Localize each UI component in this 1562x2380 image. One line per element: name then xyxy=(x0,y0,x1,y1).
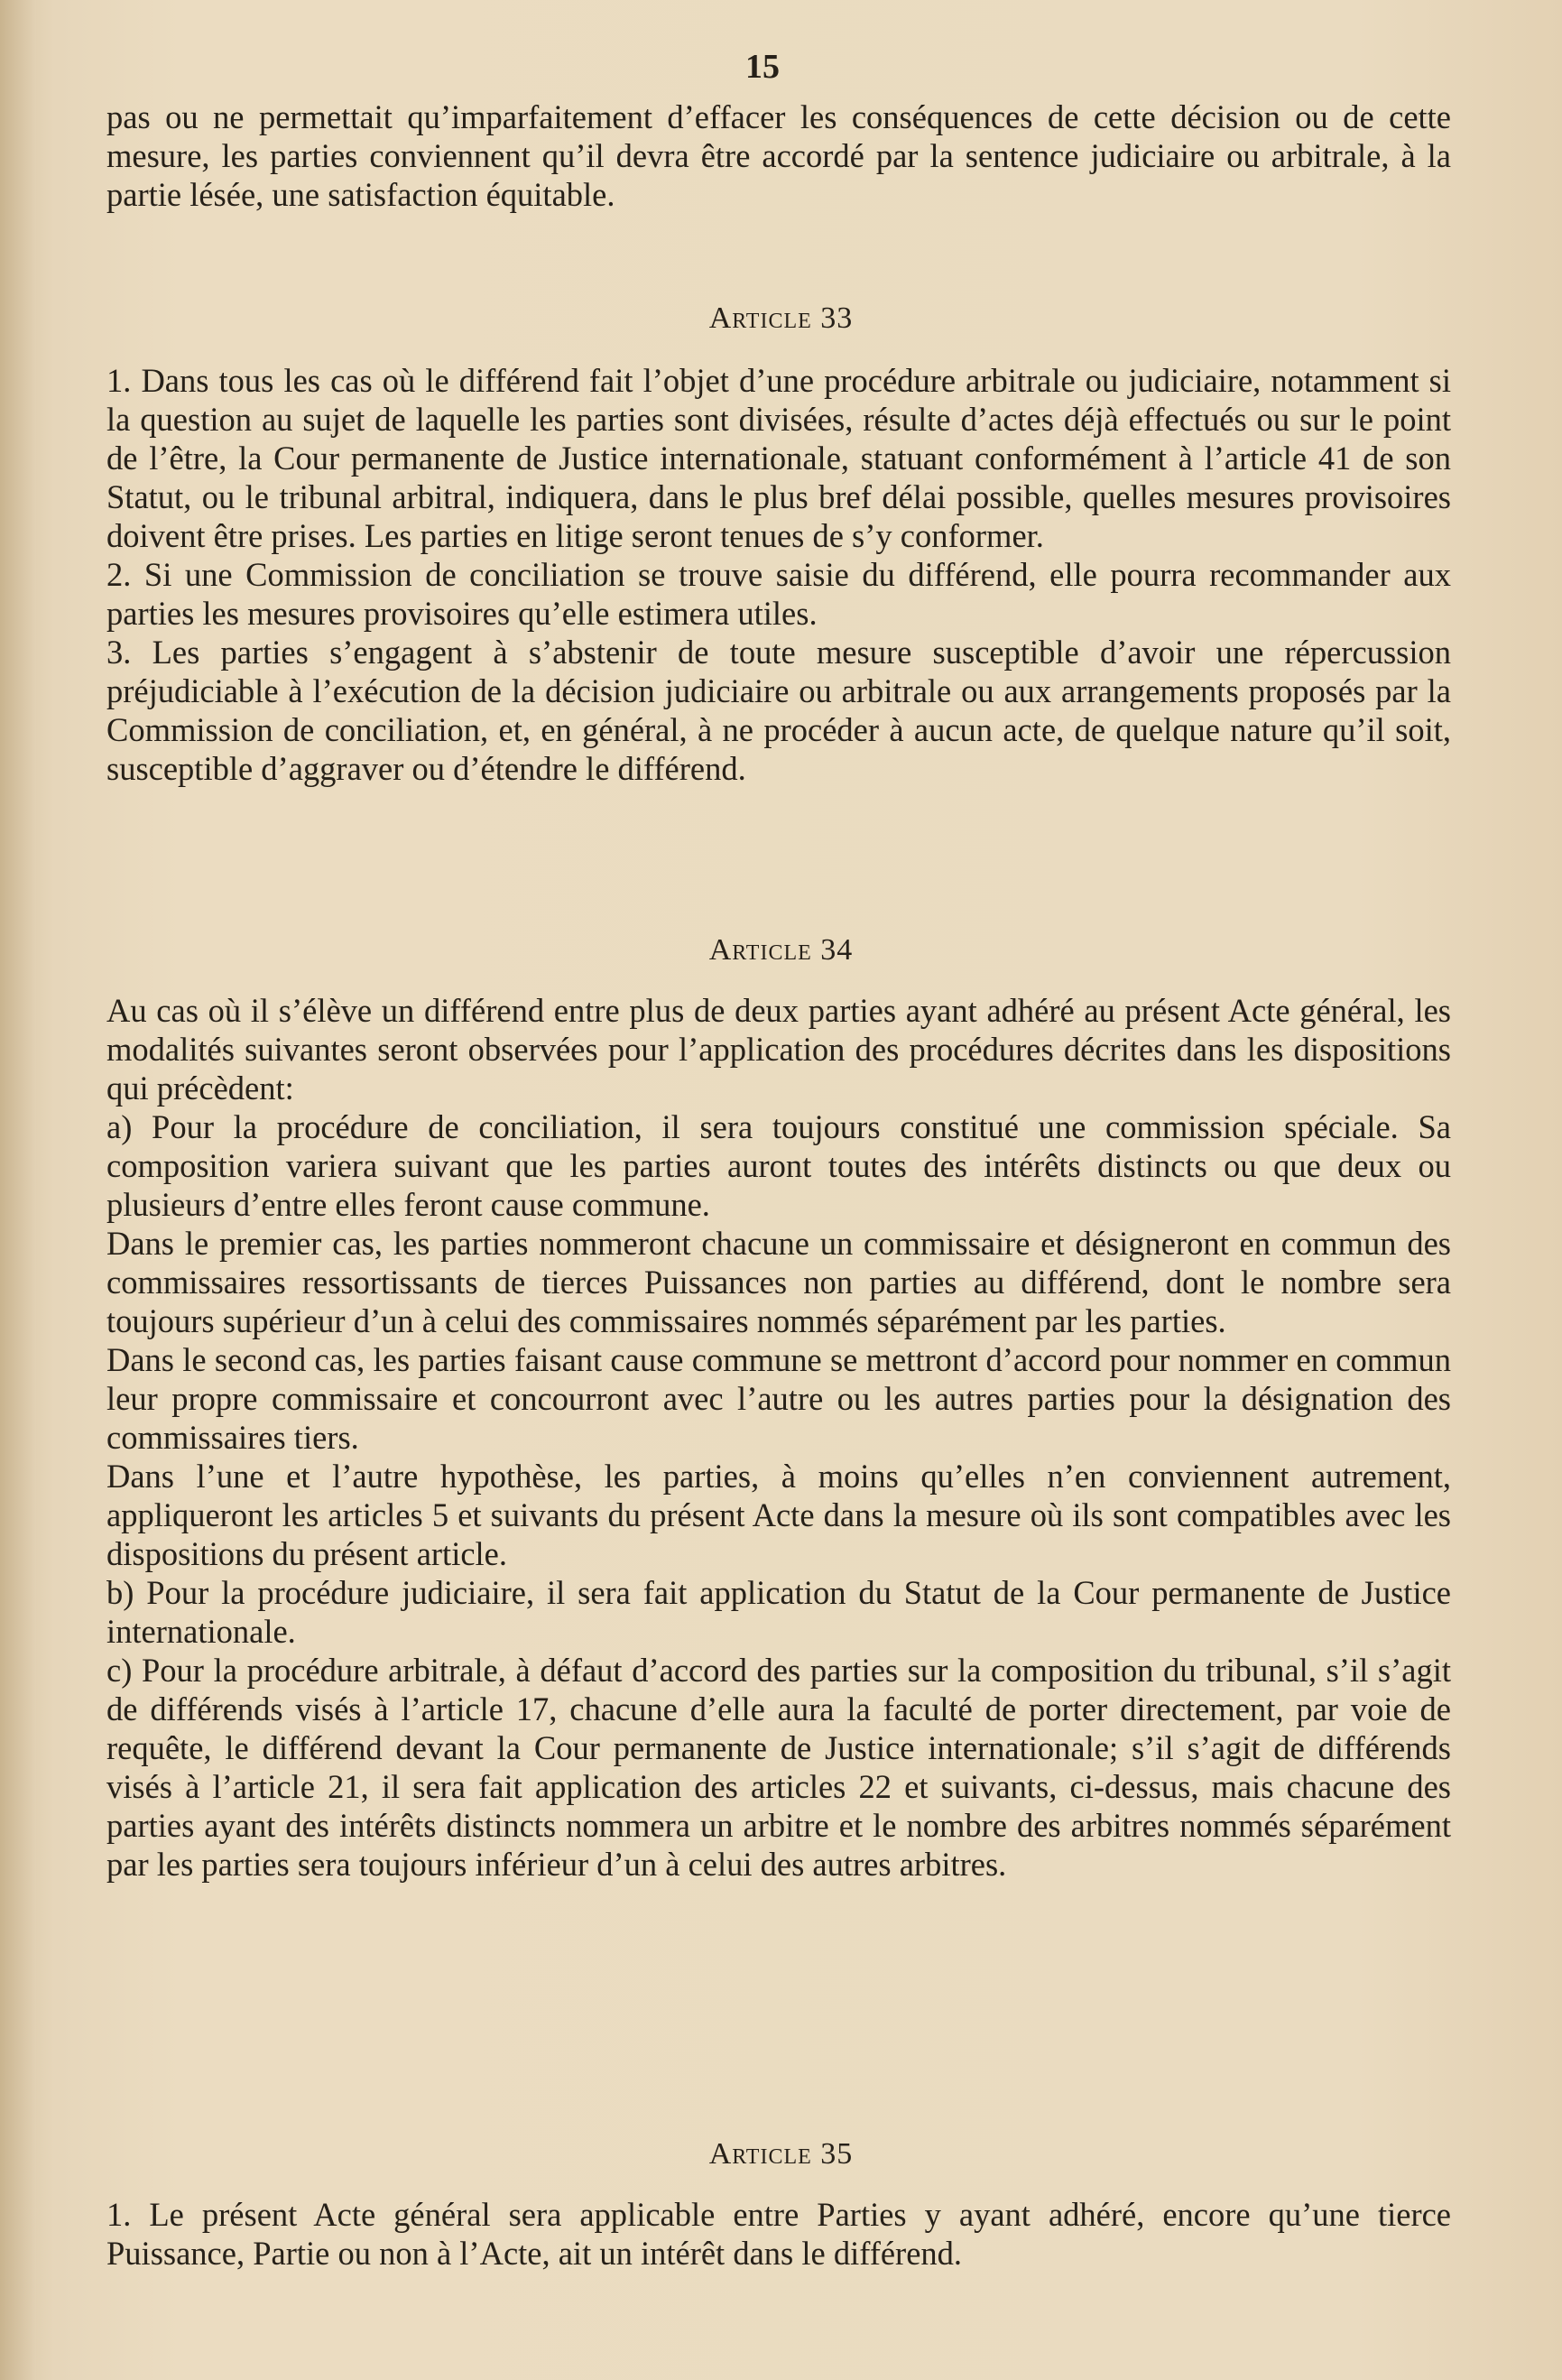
paragraph: Dans le second cas, les parties faisant cause commune se mettront d’accord pour nommer en commun leur propre commissaire et concourront avec l’autre ou les autres parties pour la désignation des commissaires tiers. xyxy=(106,1341,1451,1456)
article-heading-text: Article 33 xyxy=(708,301,854,335)
article-heading-text: Article 35 xyxy=(708,2137,854,2171)
book-gutter xyxy=(0,0,36,2380)
paragraph: Dans le premier cas, les parties nommeront chacune un commissaire et désigneront en commun des commissaires ressortissants de tierces Puissances non parties au différend, dont le nombre sera toujours supérieur d’un à celui des commissaires nommés séparément par les parties. xyxy=(106,1225,1451,1339)
article-35-body xyxy=(106,2195,1451,2273)
paragraph: c) Pour la procédure arbitrale, à défaut d’accord des parties sur la composition du tribunal, s’il s’agit de différends visés à l’article 17, chacune d’elle aura la faculté de porter directement, par voie de requête, le différend devant la Cour permanente de Justice internationale; s’il s’agit de différends visés à l’article 21, il sera fait application des articles 22 et suivants, ci-dessus, mais chacune des parties ayant des intérêts distincts nommera un arbitre et le nombre des arbitres nommés séparément par les parties sera toujours inférieur d’un à celui des autres arbitres. xyxy=(106,1652,1451,1883)
article-35-heading xyxy=(0,2137,1562,2172)
paragraph: 1. Le présent Acte général sera applicable entre Parties y ayant adhéré, encore qu’une tierce Puissance, Partie ou non à l’Acte, ait un intérêt dans le différend. xyxy=(106,2196,1451,2272)
paragraph: 2. Si une Commission de conciliation se trouve saisie du différend, elle pourra recommander aux parties les mesures provisoires qu’elle estimera utiles. xyxy=(106,556,1451,632)
paragraph: a) Pour la procédure de conciliation, il sera toujours constitué une commission spéciale. Sa composition variera suivant que les parties auront toutes des intérêts distincts ou que deux ou plusieurs d’entre elles feront cause commune. xyxy=(106,1108,1451,1223)
article-33-heading xyxy=(0,301,1562,336)
article-34-heading xyxy=(0,933,1562,968)
paragraph: b) Pour la procédure judiciaire, il sera fait application du Statut de la Cour permanente de Justice internationale. xyxy=(106,1574,1451,1650)
paragraph: pas ou ne permettait qu’imparfaitement d’effacer les conséquences de cette décision ou de cette mesure, les parties conviennent qu’il devra être accordé par la sentence judiciaire ou arbitrale, à la partie lésée, une satisfaction équitable. xyxy=(106,98,1451,213)
page-number: 15 xyxy=(745,48,780,86)
article-34-body xyxy=(106,991,1451,1884)
intro-paragraph xyxy=(106,97,1451,214)
article-33-body xyxy=(106,361,1451,788)
paragraph: 1. Dans tous les cas où le différend fait l’objet d’une procédure arbitrale ou judiciaire, notamment si la question au sujet de laquelle les parties sont divisées, résulte d’actes déjà effectués ou sur le point de l’être, la Cour permanente de Justice internationale, statuant conformément à l’article 41 de son Statut, ou le tribunal arbitral, indiquera, dans le plus bref délai possible, quelles mesures provisoires doivent être prises. Les parties en litige seront tenues de s’y conformer. xyxy=(106,362,1451,554)
paragraph: Dans l’une et l’autre hypothèse, les parties, à moins qu’elles n’en conviennent autrement, appliqueront les articles 5 et suivants du présent Acte dans la mesure où ils sont compatibles avec les dispositions du présent article. xyxy=(106,1458,1451,1572)
paragraph: Au cas où il s’élève un différend entre plus de deux parties ayant adhéré au présent Acte général, les modalités suivantes seront observées pour l’application des procédures décrites dans les dispositions qui précèdent: xyxy=(106,992,1451,1107)
paragraph: 3. Les parties s’engagent à s’abstenir de toute mesure susceptible d’avoir une répercussion préjudiciable à l’exécution de la décision judiciaire ou arbitrale ou aux arrangements proposés par la Commission de conciliation, et, en général, à ne procéder à aucun acte, de quelque nature qu’il soit, susceptible d’aggraver ou d’étendre le différend. xyxy=(106,634,1451,787)
article-heading-text: Article 34 xyxy=(708,933,854,967)
